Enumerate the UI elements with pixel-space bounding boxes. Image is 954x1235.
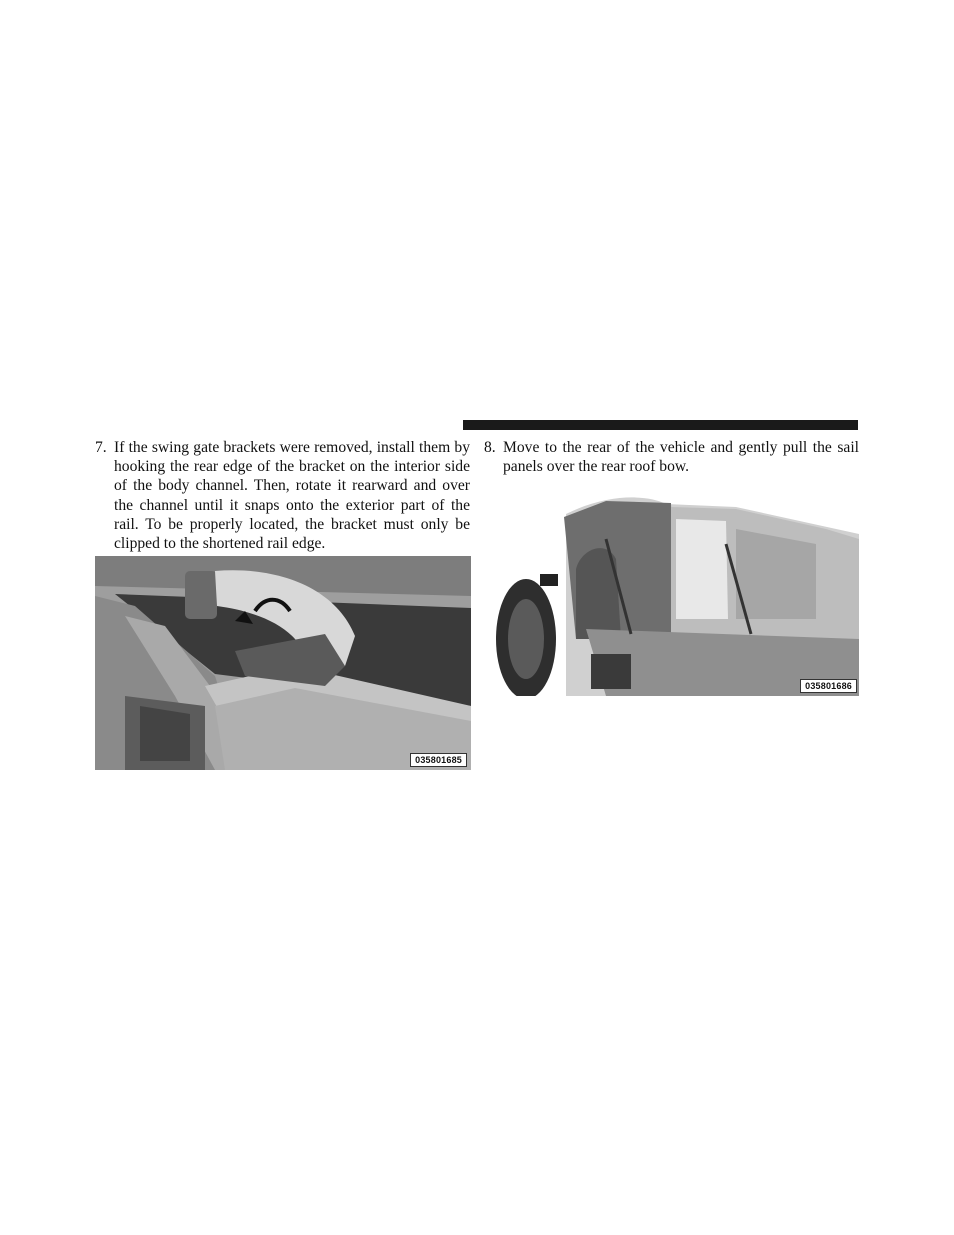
- figure-code: 035801686: [800, 679, 857, 693]
- vehicle-illustration: [496, 489, 859, 696]
- figure-vehicle-rear-roof-bow: [496, 489, 859, 696]
- section-header-bar: [463, 420, 858, 430]
- step-text: Move to the rear of the vehicle and gently pull the sail panels over the rear roof bow.: [503, 439, 859, 476]
- step-text: If the swing gate brackets were removed, install them by hooking the rear edge of the bracket on the interior side of the body channel. Then, rotate it rearward and over the channel until it snaps onto the exterior part of the rail. To be properly located, the bracket must only be clipped to the shortened rail edge.: [114, 439, 470, 553]
- figure-code: 035801685: [410, 753, 467, 767]
- step-number: 7.: [95, 439, 107, 456]
- bracket-illustration: [95, 556, 471, 770]
- figure-swing-gate-bracket: [95, 556, 471, 770]
- step-number: 8.: [484, 439, 496, 456]
